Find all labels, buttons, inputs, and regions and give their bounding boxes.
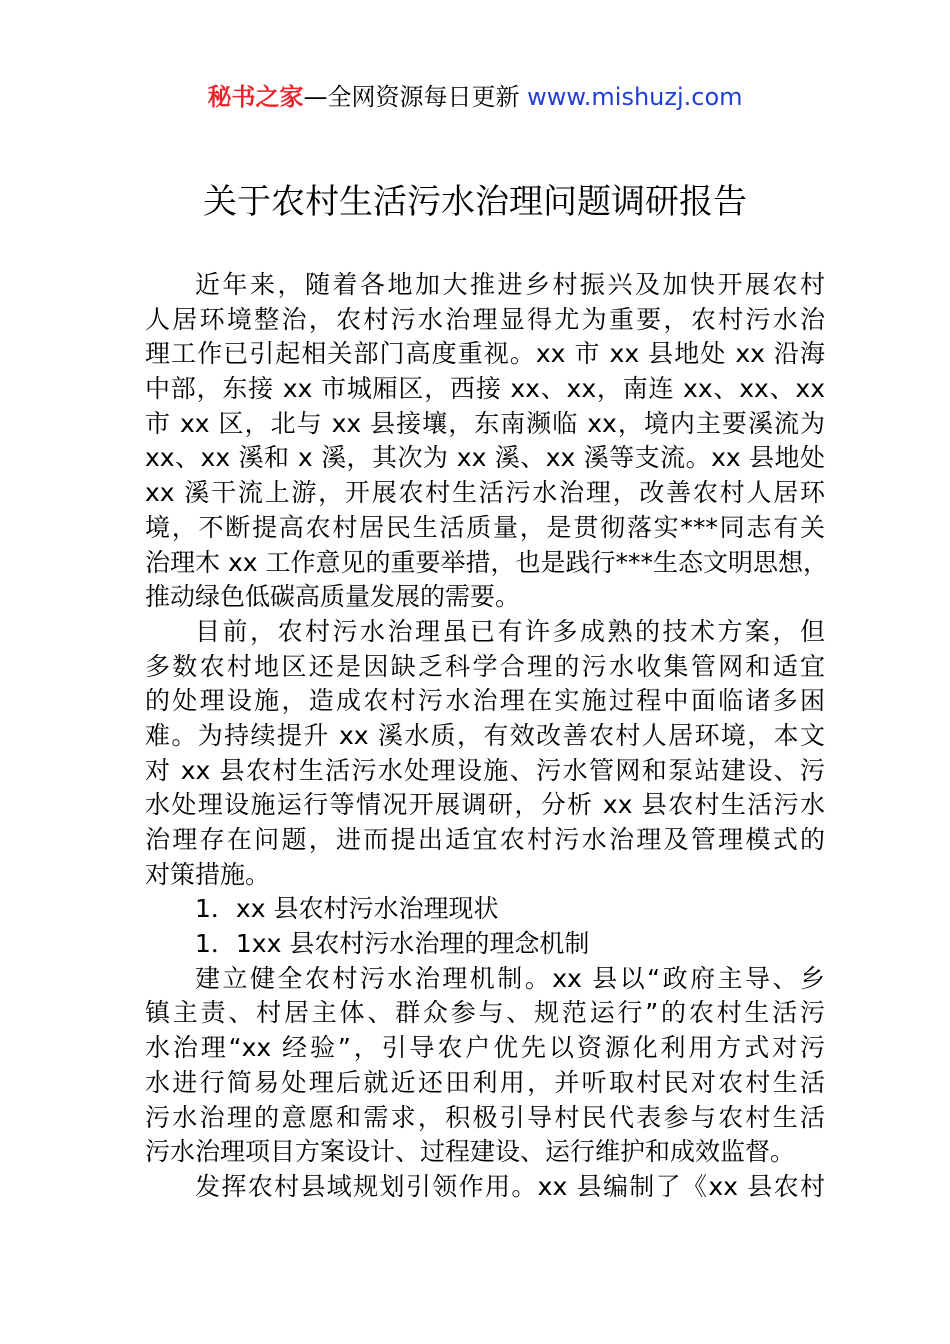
paragraph-line: 水处理设施运行等情况开展调研，分析 xx 县农村生活污水 xyxy=(145,790,825,820)
paragraph-line: 推动绿色低碳高质量发展的需要。 xyxy=(145,582,521,612)
site-url-link[interactable]: www.mishuzj.com xyxy=(527,83,743,111)
paragraph-line: 多数农村地区还是因缺乏科学合理的污水收集管网和适宜 xyxy=(145,651,825,681)
paragraph-line: xx、xx 溪和 x 溪，其次为 xx 溪、xx 溪等支流。xx 县地处 xyxy=(145,443,825,473)
section-heading: 1．xx 县农村污水治理现状 xyxy=(195,894,499,924)
paragraph-line: 对 xx 县农村生活污水处理设施、污水管网和泵站建设、污 xyxy=(145,755,825,785)
document-title: 关于农村生活污水治理问题调研报告 xyxy=(203,182,747,222)
paragraph-line: 治理存在问题，进而提出适宜农村污水治理及管理模式的 xyxy=(145,825,825,854)
paragraph-line: 水治理“xx 经验”，引导农户优先以资源化利用方式对污 xyxy=(145,1033,825,1063)
site-header xyxy=(0,80,950,114)
paragraph-line: 市 xx 区，北与 xx 县接壤，东南濒临 xx，境内主要溪流为 xyxy=(145,408,825,438)
paragraph-line: 治理木 xx 工作意见的重要举措，也是践行***生态文明思想， xyxy=(145,547,828,577)
paragraph-line: xx 溪干流上游，开展农村生活污水治理，改善农村人居环 xyxy=(145,478,825,508)
paragraph-line: 境，不断提高农村居民生活质量，是贯彻落实***同志有关 xyxy=(145,512,825,542)
site-brand: 秘书之家 xyxy=(207,83,304,111)
paragraph-line: 中部，东接 xx 市城厢区，西接 xx、xx，南连 xx、xx、xx xyxy=(145,374,825,404)
paragraph-line: 建立健全农村污水治理机制。xx 县以“政府主导、乡 xyxy=(195,963,825,993)
paragraph-line: 污水治理项目方案设计、过程建设、运行维护和成效监督。 xyxy=(145,1137,796,1167)
paragraph-line: 的处理设施，造成农村污水治理在实施过程中面临诸多困 xyxy=(145,686,825,716)
paragraph-line: 人居环境整治，农村污水治理显得尤为重要，农村污水治 xyxy=(145,304,825,334)
site-tagline: —全网资源每日更新 xyxy=(303,83,528,111)
paragraph-line: 近年来，随着各地加大推进乡村振兴及加快开展农村 xyxy=(195,270,825,299)
paragraph-line: 水进行简易处理后就近还田利用，并听取村民对农村生活 xyxy=(145,1067,825,1097)
paragraph-line: 污水治理的意愿和需求，积极引导村民代表参与农村生活 xyxy=(145,1102,825,1132)
paragraph-line: 镇主责、村居主体、群众参与、规范运行”的农村生活污 xyxy=(145,998,825,1028)
paragraph-line: 目前，农村污水治理虽已有许多成熟的技术方案，但 xyxy=(195,616,825,646)
subsection-heading: 1．1xx 县农村污水治理的理念机制 xyxy=(195,929,590,959)
paragraph-line: 发挥农村县域规划引领作用。xx 县编制了《xx 县农村 xyxy=(195,1171,825,1201)
document-body xyxy=(145,268,828,1205)
paragraph-line: 对策措施。 xyxy=(145,859,271,889)
paragraph-line: 难。为持续提升 xx 溪水质，有效改善农村人居环境，本文 xyxy=(145,720,825,750)
paragraph-line: 理工作已引起相关部门高度重视。xx 市 xx 县地处 xx 沿海 xyxy=(145,339,825,369)
